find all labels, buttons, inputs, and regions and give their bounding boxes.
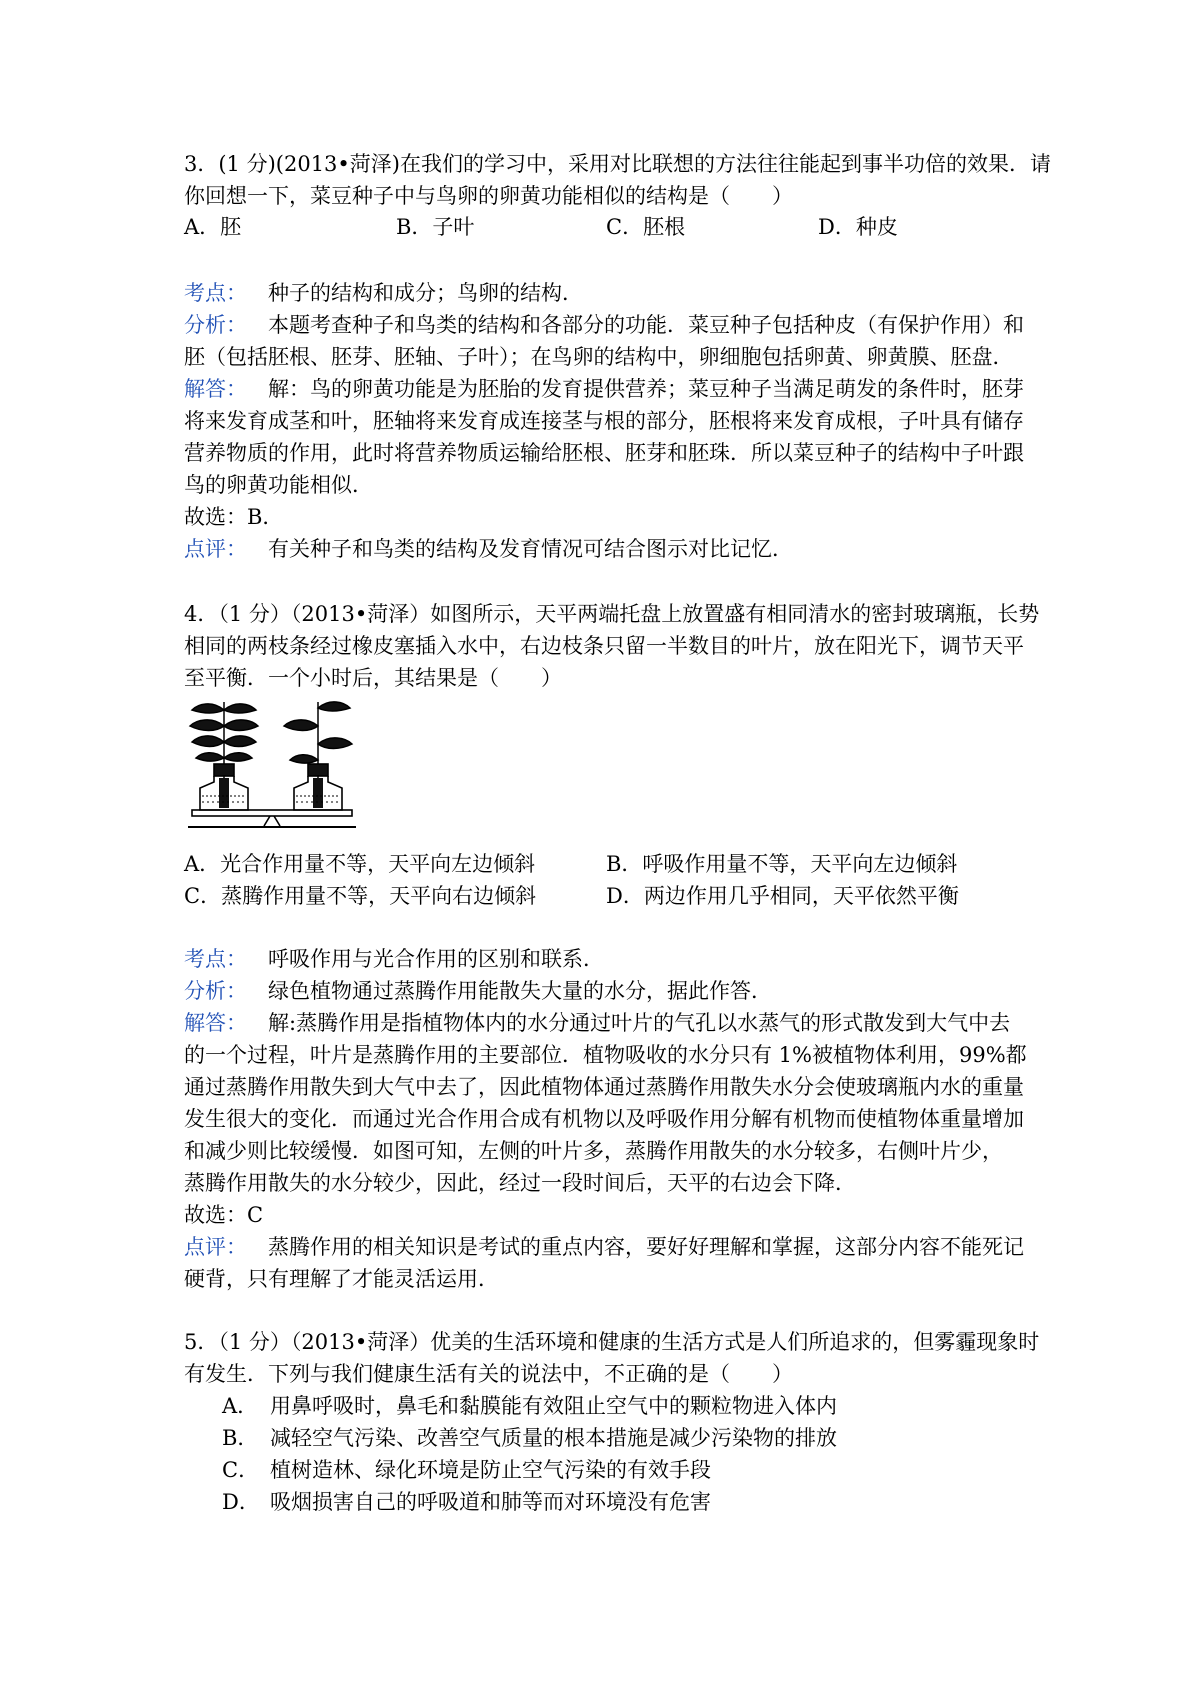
q3-dianping-label: 点评： [184, 537, 247, 561]
q4-jieda-line-4: 发生很大的变化．而通过光合作用合成有机物以及呼吸作用分解有机物而使植物体重量增加 [184, 1107, 1024, 1131]
q4-dianping-label: 点评： [184, 1235, 247, 1259]
q4-jieda [184, 1007, 1010, 1039]
q3-fenxi-line-2: 胚（包括胚根、胚芽、胚轴、子叶）；在鸟卵的结构中，卵细胞包括卵黄、卵黄膜、胚盘． [184, 345, 1014, 369]
q4-jieda-label: 解答： [184, 1011, 247, 1035]
q4-option-a: A．光合作用量不等，天平向左边倾斜 [184, 852, 536, 876]
q4-fenxi [184, 975, 772, 1007]
q4-dianping-line-2: 硬背，只有理解了才能灵活运用． [184, 1267, 499, 1291]
q3-kaodian-label: 考点： [184, 281, 247, 305]
q4-jieda-line-2: 的一个过程，叶片是蒸腾作用的主要部位．植物吸收的水分只有 1%被植物体利用，99%都 [184, 1043, 1027, 1067]
q4-fenxi-text: 绿色植物通过蒸腾作用能散失大量的水分，据此作答． [268, 979, 772, 1003]
q4-stem-line-2: 相同的两枝条经过橡皮塞插入水中，右边枝条只留一半数目的叶片，放在阳光下，调节天平 [184, 634, 1024, 658]
q5-stem-line-2: 有发生．下列与我们健康生活有关的说法中，不正确的是（ ） [184, 1362, 793, 1386]
q4-fenxi-label: 分析： [184, 979, 247, 1003]
q3-answer: 故选：B． [184, 505, 284, 529]
q5-option-b-text: 减轻空气污染、改善空气质量的根本措施是减少污染物的排放 [270, 1426, 837, 1450]
right-bottle-icon [294, 764, 342, 810]
q3-jieda-line-2: 将来发育成茎和叶，胚轴将来发育成连接茎与根的部分，胚根将来发育成根，子叶具有储存 [184, 409, 1024, 433]
q4-kaodian-label: 考点： [184, 947, 247, 971]
left-bottle-icon [200, 764, 248, 810]
q5-option-d-text: 吸烟损害自己的呼吸道和肺等而对环境没有危害 [270, 1490, 711, 1514]
q4-jieda-text-1: 解:蒸腾作用是指植物体内的水分通过叶片的气孔以水蒸气的形式散发到大气中去 [268, 1011, 1011, 1035]
q3-option-b: B．子叶 [396, 215, 475, 239]
q3-jieda-label: 解答： [184, 377, 247, 401]
q3-option-d: D．种皮 [818, 215, 898, 239]
q3-dianping-text: 有关种子和鸟类的结构及发育情况可结合图示对比记忆． [268, 537, 793, 561]
q3-fenxi-text-1: 本题考查种子和鸟类的结构和各部分的功能．菜豆种子包括种皮（有保护作用）和 [268, 313, 1024, 337]
q5-option-a-text: 用鼻呼吸时，鼻毛和黏膜能有效阻止空气中的颗粒物进入体内 [270, 1394, 837, 1418]
q3-option-a: A．胚 [184, 215, 242, 239]
q3-kaodian-text: 种子的结构和成分；鸟卵的结构． [268, 281, 583, 305]
balance-scale-icon [188, 810, 356, 827]
q4-kaodian-text: 呼吸作用与光合作用的区别和联系． [268, 947, 604, 971]
q3-jieda [184, 373, 1024, 405]
q3-jieda-text-1: 解：鸟的卵黄功能是为胚胎的发育提供营养；菜豆种子当满足萌发的条件时，胚芽 [268, 377, 1024, 401]
q3-kaodian [184, 277, 583, 309]
q3-stem-line-1: 3．(1 分)(2013•菏泽)在我们的学习中，采用对比联想的方法往往能起到事半功倍的效果．请 [184, 152, 1051, 176]
q3-fenxi-label: 分析： [184, 313, 247, 337]
q3-fenxi [184, 309, 1024, 341]
q5-option-c-text: 植树造林、绿化环境是防止空气污染的有效手段 [270, 1458, 711, 1482]
q3-stem-line-2: 你回想一下，菜豆种子中与鸟卵的卵黄功能相似的结构是（ ） [184, 184, 793, 208]
q3-jieda-line-4: 鸟的卵黄功能相似． [184, 473, 373, 497]
q5-option-c-letter: C． [222, 1458, 260, 1482]
q4-option-b: B．呼吸作用量不等，天平向左边倾斜 [606, 852, 958, 876]
q5-option-b-letter: B． [222, 1426, 259, 1450]
balance-experiment-figure [184, 692, 360, 830]
q4-answer: 故选：C [184, 1203, 264, 1227]
q5-option-a-letter: A． [222, 1394, 259, 1418]
q4-dianping [184, 1231, 1024, 1263]
q4-jieda-line-6: 蒸腾作用散失的水分较少，因此，经过一段时间后，天平的右边会下降． [184, 1171, 856, 1195]
q4-jieda-line-5: 和减少则比较缓慢．如图可知，左侧的叶片多，蒸腾作用散失的水分较多，右侧叶片少， [184, 1139, 1003, 1163]
q5-option-d-letter: D． [222, 1490, 260, 1514]
q4-option-d: D．两边作用几乎相同，天平依然平衡 [606, 884, 959, 908]
q4-dianping-text-1: 蒸腾作用的相关知识是考试的重点内容，要好好理解和掌握，这部分内容不能死记 [268, 1235, 1024, 1259]
q3-option-c: C．胚根 [606, 215, 686, 239]
q4-stem-line-1: 4．（1 分）（2013•菏泽）如图所示，天平两端托盘上放置盛有相同清水的密封玻璃瓶，长势 [184, 602, 1040, 626]
q4-stem-line-3: 至平衡．一个小时后，其结果是（ ） [184, 666, 562, 690]
q4-jieda-line-3: 通过蒸腾作用散失到大气中去了，因此植物体通过蒸腾作用散失水分会使玻璃瓶内水的重量 [184, 1075, 1024, 1099]
q3-dianping [184, 533, 793, 565]
q5-stem-line-1: 5．（1 分）（2013•菏泽）优美的生活环境和健康的生活方式是人们所追求的，但雾霾现象时 [184, 1330, 1040, 1354]
q4-option-c: C．蒸腾作用量不等，天平向右边倾斜 [184, 884, 537, 908]
q4-kaodian [184, 943, 604, 975]
q3-jieda-line-3: 营养物质的作用，此时将营养物质运输给胚根、胚芽和胚珠．所以菜豆种子的结构中子叶跟 [184, 441, 1024, 465]
